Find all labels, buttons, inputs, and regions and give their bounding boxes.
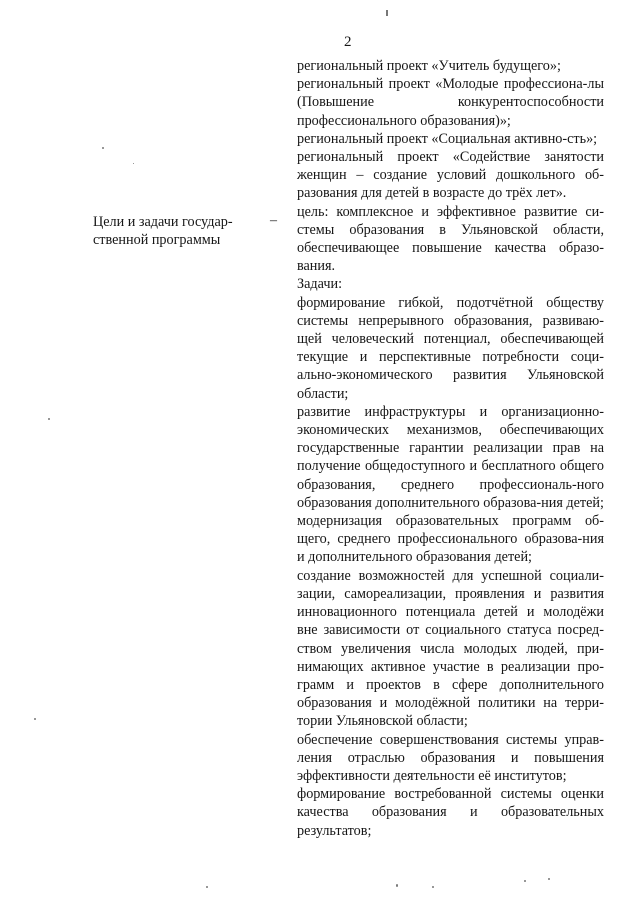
scan-speck (432, 886, 434, 888)
scan-speck (524, 880, 526, 882)
paragraph-task-4: создание возможностей для успешной социали-зации, самореализации, проявления и развития инновационного потенциала детей и молодёжи вне зависимости от социального статуса посред-ством увеличения числа молодых людей, при-нимающих активное участие в реализации про-грамм и проектов в сфере дополнительного образования и молодёжной политики на терри-тории Ульяновской области; (297, 567, 604, 730)
scan-speck (396, 884, 398, 887)
scan-speck (133, 163, 134, 164)
paragraph-task-2: развитие инфраструктуры и организационно-экономических механизмов, обеспечивающих государственные гарантии реализации прав на получение общедоступного и бесплатного общего образования, среднего профессиональ-ного образования дополнительного образова-ния детей; (297, 403, 604, 511)
paragraph-task-6: формирование востребованной системы оценки качества образования и образовательных результатов; (297, 786, 604, 839)
paragraph-project-teacher: региональный проект «Учитель будущего»; (297, 58, 561, 74)
dash-separator: – (270, 213, 277, 228)
paragraph-task-1: формирование гибкой, подотчётной обществу системы непрерывного образования, развиваю-щей человеческий потенциал, обеспечивающей текущие и перспективные потребности соци-ально-экономического развития Ульяновской области; (297, 294, 604, 402)
scan-speck (48, 418, 50, 420)
scan-speck (386, 10, 388, 16)
scan-speck (206, 886, 208, 888)
right-column (297, 57, 604, 840)
program-goals-label: Цели и задачи государ-ственной программы (93, 214, 233, 248)
paragraph-task-3: модернизация образовательных программ об-щего, среднего профессионального образова-ния и дополнительного образования детей; (297, 513, 604, 566)
paragraph-project-social-activity: региональный проект «Социальная активно-сть»; (297, 130, 598, 147)
paragraph-project-women-employment: региональный проект «Содействие занятости женщин – создание условий дошкольного об-разования для детей в возрасте до трёх лет». (297, 149, 604, 202)
scan-speck (34, 718, 36, 720)
paragraph-project-young-professionals: региональный проект «Молодые профессиона-лы (Повышение конкурентоспособности профессионального образования)»; (297, 76, 604, 129)
page-number: 2 (344, 34, 352, 50)
scan-speck (548, 878, 550, 880)
scan-speck (102, 147, 104, 149)
paragraph-goal: цель: комплексное и эффективное развитие си-стемы образования в Ульяновской области, обеспечивающее повышение качества образо-вания. (297, 203, 604, 275)
paragraph-task-5: обеспечение совершенствования системы управ-ления отраслью образования и повышения эффективности деятельности её институтов; (297, 731, 604, 784)
paragraph-tasks-heading: Задачи: (297, 276, 343, 293)
